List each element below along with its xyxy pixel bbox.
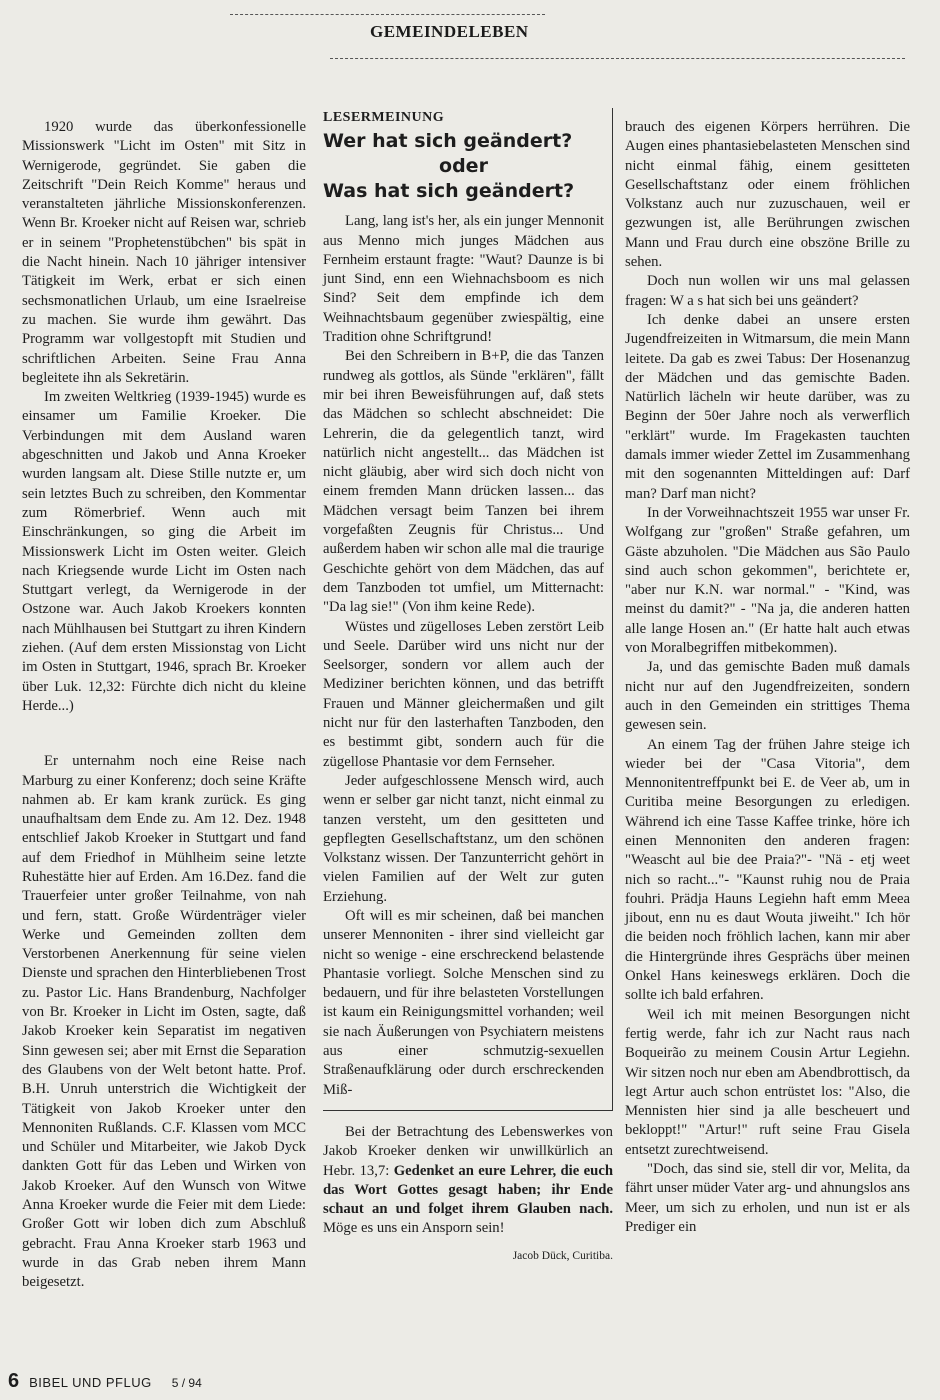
column-right xyxy=(625,118,910,1237)
paragraph: Im zweiten Weltkrieg (1939-1945) wurde es einsamer um Familie Kroeker. Die Verbindungen mit dem Ausland waren abgeschnitten und Jakob und Anna Kroeker wurden langsam alt. Diese Stille nutzte er, um sein letztes Buch zu schreiben, den Kommentar zum Römerbrief. Wenn auch mit Einschränkungen, so ging die Arbeit im Missionswerk Licht im Osten weiter. Gleich nach Kriegsende wurde Licht im Osten nach Stuttgart verlegt, da Wernigerode in der Ostzone war. Auch Jakob Kroekers konnten nach Mühlhausen bei Stuttgart zu ihren Kindern ziehen. (Auf dem ersten Missionstag von Licht im Osten in Stuttgart, 1946, sprach Br. Kroeker über Luk. 12,32: Fürchte dich nicht du kleine Herde...) xyxy=(22,389,306,714)
section-title: GEMEINDELEBEN xyxy=(370,22,529,41)
paragraph: Weil ich mit meinen Besorgungen nicht fertig werde, fahr ich zur Nacht raus nach Boqueirão zu meinem Cousin Artur Legiehn. Wir sitzen noch nur eben am Abendbrottisch, da legt Artur auch schon entrüstet los: "Also, die Mennisten hier sind ja alle bescheuert und bekloppt!" "Artur!" ruft seine Frau Gisela entsetzt zurechtweisend. xyxy=(625,1006,910,1158)
paragraph: Oft will es mir scheinen, daß bei manchen unserer Mennoniten - ihrer sind vielleicht gar nicht so wenige - eine erschreckend belastende Phantasie vorliegt. Solche Menschen sind zu bedauern, und für ihre belasteten Vorstellungen ist kaum ein Reinigungsmittel vorhanden; weil sie nach Äußerungen von Psychiatern meistens aus einer schmutzig-sexuellen Straßenaufklärung oder durch erschreckenden Miß- xyxy=(323,907,604,1098)
paragraph-closing xyxy=(323,1123,613,1239)
column-middle xyxy=(323,108,613,1266)
paragraph: 1920 wurde das überkonfessionelle Missionswerk "Licht im Osten" mit Sitz in Wernigerode, gegründet. Sie gaben die Zeitschrift "Dein Reich Komme" heraus und veranstalteten jährliche Missionskonferenzen. Wenn Br. Kroeker nicht auf Reisen war, schrieb er in seinem "Prophetenstübchen" bis spät in die Nacht hinein. Nach 10 jähriger intensiver Tätigkeit im Werk, erbat er sich einen sechsmonatlichen Urlaub, um eine Israelreise zu machen. Sie wurde ihm gewährt. Das Programm war vollgestopft mit Studien und schriftlichen Arbeiten. Seine Frau Anna begleitete ihn als Sekretärin. xyxy=(22,119,306,386)
paragraph: "Doch, das sind sie, stell dir vor, Melita, da fährt unser müder Vater arg- und ahnungslos ans Meer, um sich zu erholen, und nun ist er als Prediger ein xyxy=(625,1161,910,1235)
headline-or: oder xyxy=(439,155,488,178)
closing-text-end: Möge es uns ein Ansporn sein! xyxy=(323,1220,505,1237)
magazine-name: BIBEL UND PFLUG xyxy=(29,1375,152,1390)
paragraph: An einem Tag der frühen Jahre steige ich wieder bei der "Casa Vitoria", dem Mennonitentreffpunkt bei E. de Veer ab, um in Curitiba meine Besorgungen zu erledigen. Während ich eine Tasse Kaffee trinke, höre ich einen Mennoniten den anderen fragen: "Weascht aul bie dee Praia?"- "Nä - etj weet nich so racht..."- "Kaunst ruhig nou de Praia fouhri. Prädja Hauns Legiehn haft emm Meea jibout, enn nu es daut Wouta jiweiht." Ich hör die beiden noch fröhlich lachen, kann mir aber die Hintergründe ihres Gesprächs über meinen Onkel Hans keineswegs erklären. Doch die sollte ich bald erfahren. xyxy=(625,736,910,1004)
bible-quote: Gedenket an eure Lehrer, die euch das Wort Gottes gesagt haben; ihr Ende schaut an und folget ihrem Glauben nach. xyxy=(323,1162,614,1218)
paragraph: Lang, lang ist's her, als ein junger Mennonit aus Menno mich junges Mädchen aus Fernheim erstaunt fragte: "Waut? Daunze is bi junt Sind, enn een Wiehnachsboom es nich Sind? Seit dem empfinde ich dem Weihnachtsbaum gegenüber zwiespältig, eine Tradition ohne Schriftgrund! xyxy=(323,213,604,346)
closing-text: Bei der Betrachtung des Lebenswerkes von Jakob Kroeker denken wir unwillkürlich an Hebr. 13,7: xyxy=(323,1123,613,1179)
paragraph: Bei den Schreibern in B+P, die das Tanzen rundweg als gottlos, als Sünde "erklären", fällt mir bei ihren Beweisführungen auf, daß stets das Mädchen so schlecht abschneidet: Die Lehrerin, die da gelegentlich tanzt, wird natürlich nicht angestellt... das Mädchen ist nicht gläubig, aber wird sich doch nicht von einem fremden Mann drücken lassen... das Mädchen versagt beim Tanzen bei ihrem vorgefaßten Zeugnis für Christus... Und außerdem haben wir schon alle mal die traurige Geschichte gehört von dem Mädchen, das auf dem Tanzboden tot umfiel, um Mitternacht: "Da lag sie!" (Von ihm keine Rede). xyxy=(323,348,604,616)
signature: Jacob Dück, Curitiba. xyxy=(512,1249,613,1262)
paragraph: Er unternahm noch eine Reise nach Marburg zu einer Konferenz; doch seine Kräfte nahmen ab. Er kam krank zurück. Es ging unaufhaltsam dem Ende zu. Am 12. Dez. 1948 entschlief Jakob Kroeker in Stuttgart und fand auf dem Friedhof in Mühlheim seine letzte Ruhestätte hier auf Erden. Am 16.Dez. fand die Trauerfeier unter großer Teilnahme, von nah und fern, statt. Große Würdenträger vieler Werke und Gemeinden zollten dem Verstorbenen Anerkennung für seine vielen Dienste und sprachen den Hinterbliebenen Trost zu. Pastor Lic. Hans Brandenburg, Nachfolger von Br. Kroeker in Licht im Osten, sagte, daß Jakob Kroeker kein Separatist im negativen Sinn gewesen sei; aber mit Ernst die Separation des Glaubens von der Welt betont hatte. Prof. B.H. Unruh unterstrich die Wichtigkeit der Tätigkeit von Jakob Kroeker unter den Mennoniten Rußlands. C.F. Klassen vom MCC und Schüler und Mitarbeiter, wie Jakob Dyck dankten Gott für das Leben und Wirken von Jakob Kroeker. Auf den Wunsch von Witwe Anna Kroeker wurde die Feier mit dem Liede: Großer Gott wir loben dich zum Abschluß gebracht. Frau Anna Kroeker starb 1963 und wurde in das Grab neben ihrem Mann beigesetzt. xyxy=(22,753,306,1291)
page-footer xyxy=(8,1370,202,1393)
paragraph: Ja, und das gemischte Baden muß damals nicht nur auf den Jugendfreizeiten, sondern auch in den Gemeinden ein strittiges Thema gewesen sein. xyxy=(625,659,910,734)
paragraph: Doch nun wollen wir uns mal gelassen fragen: W a s hat sich bei uns geändert? xyxy=(625,273,910,309)
page-number: 6 xyxy=(8,1370,20,1392)
paragraph: Wüstes und zügelloses Leben zerstört Leib und Seele. Darüber wird uns nicht nur der Seelsorger, sondern vor allem auch der Mediziner berichten können, und das betrifft Frauen und Männer gleichermaßen und gilt nicht nur für den lasterhaften Tanzboden, den es bestimmt gibt, sondern auch für die zügellose Phantasie vor dem Fernseher. xyxy=(323,618,604,770)
header-rule xyxy=(330,58,905,59)
column-left xyxy=(22,118,306,1293)
paragraph: In der Vorweihnachtszeit 1955 war unser Fr. Wolfgang zur "großen" Straße gefahren, um Gäste abzuholen. "Die Mädchen aus São Paulo sind auch schon gekommen", berichtete er, "aber nur K.N. war normal." - "Kind, was meinst du damit?" - "Na ja, die anderen hatten alle lange Hosen an." (Er hatte halt auch etwas von Moralbegriffen mitbekommen). xyxy=(625,504,910,657)
paragraph: Ich denke dabei an unsere ersten Jugendfreizeiten in Witmarsum, die mein Mann leitete. Da gab es zwei Tabus: Der Hosenanzug der Mädchen und das gemischte Baden. Natürlich lächeln wir heute darüber, was zu Beginn der 50er Jahre noch als verwerflich "erklärt" wurde. Im Fragekasten tauchten damals immer wieder Zettel im Zusammenhang mit den sogenannten Mitteldingen auf: Darf man? Darf man nicht? xyxy=(625,311,910,502)
issue-number: 5 / 94 xyxy=(171,1376,202,1390)
headline: Was hat sich geändert? xyxy=(323,180,575,203)
letter-box xyxy=(323,108,613,1111)
paragraph: Jeder aufgeschlossene Mensch wird, auch wenn er selber gar nicht tanzt, nicht einmal zu tanzen versteht, um den gesitteten und gepflegten Gesellschaftstanz, um den schönen Volkstanz wissen. Der Tanzunterricht gehört in vielen Familien auf der Welt zur guten Erziehung. xyxy=(323,772,604,905)
kicker: LESERMEINUNG xyxy=(323,110,445,125)
paragraph: brauch des eigenen Körpers herrühren. Die Augen eines phantasiebelasteten Menschen sind nicht einmal fähig, einem gesitteten Gesellschaftstanz oder einem fröhlichen Volkstanz auch nur zuzuschauen, weil er gezwungen ist, alle Berührungen zwischen Mann und Frau durch eine obszöne Brille zu sehen. xyxy=(625,119,910,271)
header-rule-top xyxy=(230,14,545,15)
headline: Wer hat sich geändert? xyxy=(323,130,573,153)
